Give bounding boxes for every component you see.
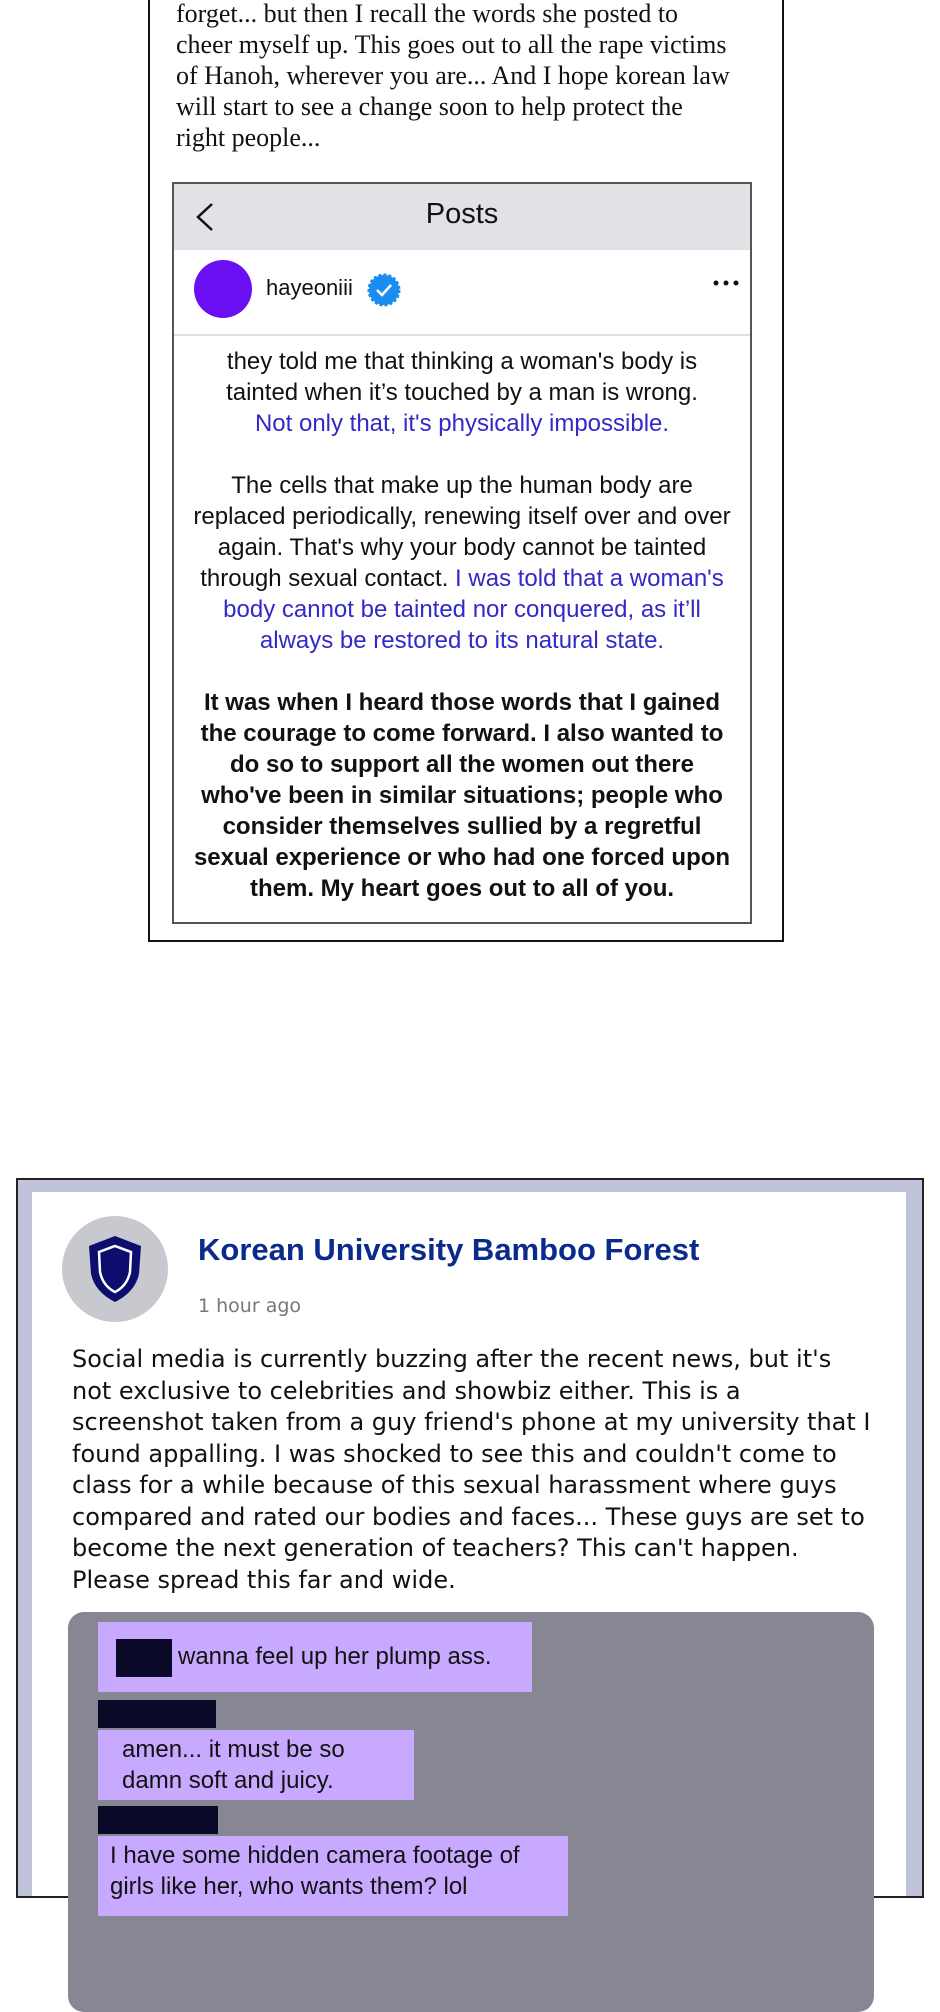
avatar[interactable] [194,260,252,318]
narration-panel [148,0,784,942]
chat-message [98,1836,568,1916]
screen-title: Posts [425,198,499,230]
post-body-text: Social media is currently buzzing after the recent news, but it's not exclusive to celebrities and showbiz either. This is a screenshot taken from a guy friend's phone at my university that I found appalling. I was shocked to see this and couldn't come to class for a while because of this sexual harassment where guys compared and rated our bodies and faces... These guys are set to become the next generation of teachers? This can't happen. Please spread this far and wide. [72,1345,871,1594]
shield-icon [87,1234,143,1304]
post-timestamp: 1 hour ago [198,1295,302,1317]
chat-message-text: amen... it must be so damn soft and juicy. [122,1736,345,1794]
verified-badge-icon [367,273,401,307]
instagram-post-screen [172,182,752,924]
chat-message [98,1730,414,1800]
paragraph-1-highlight: Not only that, it's physically impossible. [254,410,670,437]
page-avatar[interactable] [62,1216,168,1322]
chat-message-text: wanna feel up her plump ass. [178,1643,492,1670]
paragraph-2 [192,470,732,656]
redacted-sender [98,1700,216,1728]
username[interactable]: hayeoniii [266,275,353,300]
post-header [174,184,750,250]
post-author-row [174,250,750,336]
paragraph-2-highlight: I was told that a woman's body cannot be tainted nor conquered, as it’ll always be restored to its natural state. [223,565,724,654]
chat-message [98,1622,532,1692]
redacted-name [116,1639,172,1677]
paragraph-3: It was when I heard those words that I gained the courage to come forward. I also wanted to do so to support all the women out there who've been in similar situations; people who consider themselves sullied by a regretful sexual experience or who had one forced upon them. My heart goes out to all of you. [193,689,731,902]
chat-screenshot [68,1612,874,2012]
more-options-icon[interactable] [712,278,740,288]
post-content [174,336,750,904]
paragraph-1-text: they told me that thinking a woman's body is tainted when it’s touched by a man is wrong. [226,348,698,406]
paragraph-1 [192,346,732,439]
redacted-sender [98,1806,218,1834]
chat-message-text: I have some hidden camera footage of girls like her, who wants them? lol [110,1842,520,1900]
paragraph-2-text: The cells that make up the human body are replaced periodically, renewing itself over and over again. That's why your body cannot be tainted through sexual contact. [193,472,731,592]
social-post-card [32,1192,906,1900]
narration-text: forget... but then I recall the words she posted to cheer myself up. This goes out to all the rape victims of Hanoh, wherever you are... And I hope korean law will start to see a change soon to help protect the right people... [176,0,730,152]
page-name[interactable]: Korean University Bamboo Forest [198,1232,700,1267]
bamboo-forest-panel [16,1178,924,1898]
